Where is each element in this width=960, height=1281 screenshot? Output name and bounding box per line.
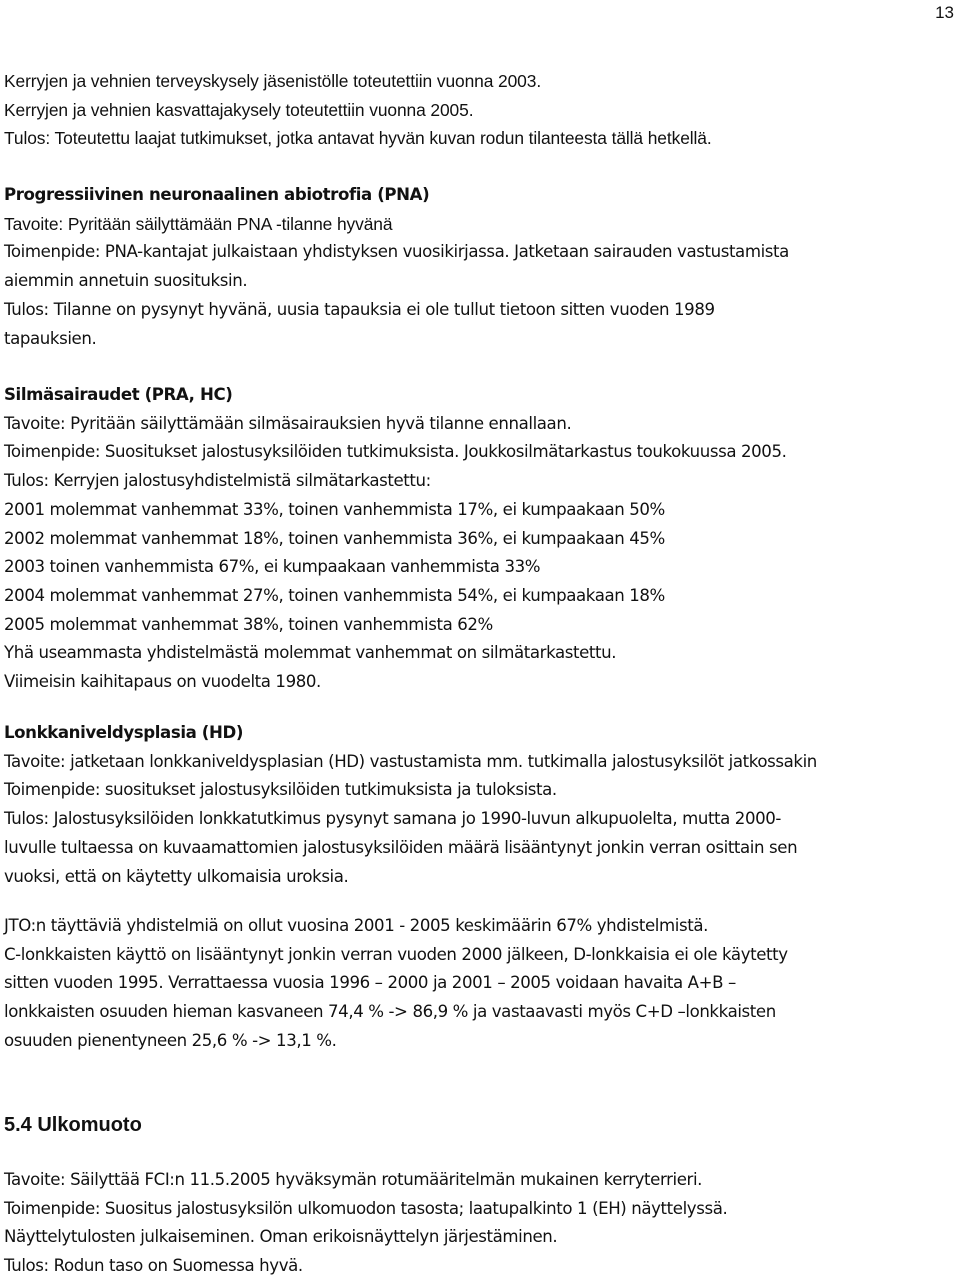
eye-line: 2003 toinen vanhemmista 67%, ei kumpaakaan vanhemmista 33% [4, 557, 541, 577]
eye-line: Tulos: Kerryjen jalostusyhdistelmistä silmätarkastettu: [4, 471, 431, 491]
jto-line: osuuden pienentyneen 25,6 % -> 13,1 %. [4, 1030, 337, 1050]
page-number: 13 [935, 3, 954, 22]
intro-line: Kerryjen ja vehnien terveyskysely jäsenistölle toteutettiin vuonna 2003. [4, 71, 542, 91]
hd-heading: Lonkkaniveldysplasia (HD) [4, 723, 244, 742]
jto-line: sitten vuoden 1995. Verrattaessa vuosia 1996 – 2000 ja 2001 – 2005 voidaan havaita A+B – [4, 973, 736, 993]
hd-line: vuoksi, että on käytetty ulkomaisia uroksia. [4, 866, 349, 886]
ulkomuoto-line: Näyttelytulosten julkaiseminen. Oman erikoisnäyttelyn järjestäminen. [4, 1227, 558, 1247]
pna-section [4, 181, 954, 353]
hd-line: Tavoite: jatketaan lonkkaniveldysplasian (HD) vastustamista mm. tutkimalla jalostusyksilöt jatkossakin [4, 751, 817, 771]
pna-line: Tulos: Tilanne on pysynyt hyvänä, uusia tapauksia ei ole tullut tietoon sitten vuoden 1989 [4, 299, 715, 319]
eye-line: 2001 molemmat vanhemmat 33%, toinen vanhemmista 17%, ei kumpaakaan 50% [4, 499, 665, 519]
jto-section [4, 912, 954, 1056]
eye-heading: Silmäsairaudet (PRA, HC) [4, 385, 233, 404]
eye-line: 2002 molemmat vanhemmat 18%, toinen vanhemmista 36%, ei kumpaakaan 45% [4, 528, 665, 548]
pna-heading: Progressiivinen neuronaalinen abiotrofia (PNA) [4, 185, 430, 204]
pna-line: tapauksien. [4, 328, 97, 348]
intro-line: Tulos: Toteutettu laajat tutkimukset, jotka antavat hyvän kuvan rodun tilanteesta tällä hetkellä. [4, 128, 712, 149]
pna-line: aiemmin annetuin suosituksin. [4, 271, 248, 291]
pna-line: Tavoite: Pyritään säilyttämään PNA -tilanne hyvänä [4, 213, 393, 234]
intro-section [4, 67, 954, 153]
ulkomuoto-line: Tulos: Rodun taso on Suomessa hyvä. [4, 1256, 303, 1276]
eye-line: 2005 molemmat vanhemmat 38%, toinen vanhemmista 62% [4, 614, 493, 634]
jto-line: C-lonkkaisten käyttö on lisääntynyt jonkin verran vuoden 2000 jälkeen, D-lonkkaisia ei ole käytetty [4, 944, 788, 964]
section-heading-ulkomuoto: 5.4 Ulkomuoto [4, 1114, 142, 1136]
jto-line: JTO:n täyttäviä yhdistelmiä on ollut vuosina 2001 - 2005 keskimäärin 67% yhdistelmistä. [4, 916, 708, 935]
hd-section [4, 719, 954, 891]
ulkomuoto-section [4, 1166, 954, 1281]
intro-line: Kerryjen ja vehnien kasvattajakysely toteutettiin vuonna 2005. [4, 99, 474, 120]
hd-line: luvulle tultaessa on kuvaamattomien jalostusyksilöiden määrä lisääntynyt jonkin verran osittain sen [4, 837, 798, 857]
jto-line: lonkkaisten osuuden hieman kasvaneen 74,4 % -> 86,9 % ja vastaavasti myös C+D –lonkkaisten [4, 1002, 776, 1022]
eye-line: Viimeisin kaihitapaus on vuodelta 1980. [4, 672, 321, 692]
hd-line: Toimenpide: suositukset jalostusyksilöiden tutkimuksista ja tuloksista. [4, 780, 557, 800]
pna-line: Toimenpide: PNA-kantajat julkaistaan yhdistyksen vuosikirjassa. Jatketaan sairauden vastustamista [4, 242, 789, 262]
eye-line: Toimenpide: Suositukset jalostusyksilöiden tutkimuksista. Joukkosilmätarkastus toukokuussa 2005. [4, 442, 787, 462]
eye-line: Yhä useammasta yhdistelmästä molemmat vanhemmat on silmätarkastettu. [4, 643, 617, 663]
ulkomuoto-line: Toimenpide: Suositus jalostusyksilön ulkomuodon tasosta; laatupalkinto 1 (EH) näyttelyssä. [4, 1198, 728, 1218]
eye-section [4, 381, 954, 697]
eye-line: 2004 molemmat vanhemmat 27%, toinen vanhemmista 54%, ei kumpaakaan 18% [4, 585, 665, 605]
eye-line: Tavoite: Pyritään säilyttämään silmäsairauksien hyvä tilanne ennallaan. [4, 413, 572, 433]
ulkomuoto-line: Tavoite: Säilyttää FCI:n 11.5.2005 hyväksymän rotumääritelmän mukainen kerryterrieri. [4, 1170, 703, 1189]
hd-line: Tulos: Jalostusyksilöiden lonkkatutkimus pysynyt samana jo 1990-luvun alkupuolelta, mutta 2000- [4, 809, 782, 829]
